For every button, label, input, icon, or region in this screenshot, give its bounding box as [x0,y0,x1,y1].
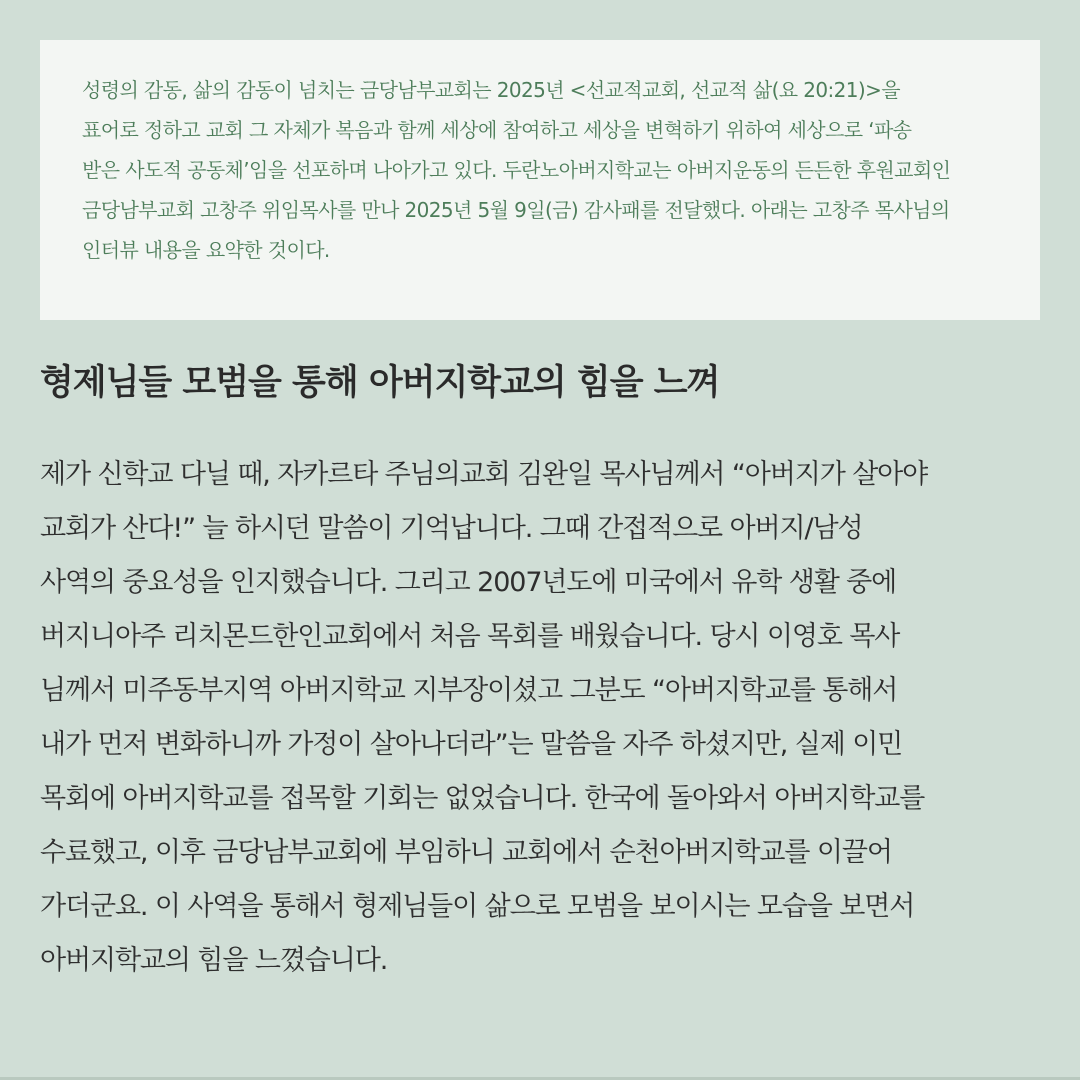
body-line: 아버지학교의 힘을 느꼈습니다. [40,945,388,976]
intro-line: 인터뷰 내용을 요약한 것이다. [82,238,330,262]
article-headline: 형제님들 모범을 통해 아버지학교의 힘을 느껴 [40,363,720,403]
intro-line: 성령의 감동, 삶의 감동이 넘치는 금당남부교회는 2025년 <선교적교회, 선교적 삶(요 20:21)>을 [82,78,900,102]
intro-line: 받은 사도적 공동체’임을 선포하며 나아가고 있다. 두란노아버지학교는 아버지운동의 든든한 후원교회인 [82,158,951,182]
body-line: 님께서 미주동부지역 아버지학교 지부장이셨고 그분도 “아버지학교를 통해서 [40,675,898,706]
body-line: 교회가 산다!” 늘 하시던 말씀이 기억납니다. 그때 간접적으로 아버지/남성 [40,513,863,544]
article-body [40,448,1050,988]
body-line: 내가 먼저 변화하니까 가정이 살아나더라”는 말씀을 자주 하셨지만, 실제 이민 [40,729,903,760]
body-line: 수료했고, 이후 금당남부교회에 부임하니 교회에서 순천아버지학교를 이끌어 [40,837,892,868]
intro-line: 표어로 정하고 교회 그 자체가 복음과 함께 세상에 참여하고 세상을 변혁하기 위하여 세상으로 ‘파송 [82,118,912,142]
body-line: 버지니아주 리치몬드한인교회에서 처음 목회를 배웠습니다. 당시 이영호 목사 [40,621,900,652]
intro-summary-box [40,40,1040,320]
body-line: 사역의 중요성을 인지했습니다. 그리고 2007년도에 미국에서 유학 생활 중에 [40,567,897,598]
intro-line: 금당남부교회 고창주 위임목사를 만나 2025년 5월 9일(금) 감사패를 전달했다. 아래는 고창주 목사님의 [82,198,950,222]
body-line: 제가 신학교 다닐 때, 자카르타 주님의교회 김완일 목사님께서 “아버지가 살아야 [40,459,928,490]
body-line: 가더군요. 이 사역을 통해서 형제님들이 삶으로 모범을 보이시는 모습을 보면서 [40,891,915,922]
body-line: 목회에 아버지학교를 접목할 기회는 없었습니다. 한국에 돌아와서 아버지학교를 [40,783,925,814]
